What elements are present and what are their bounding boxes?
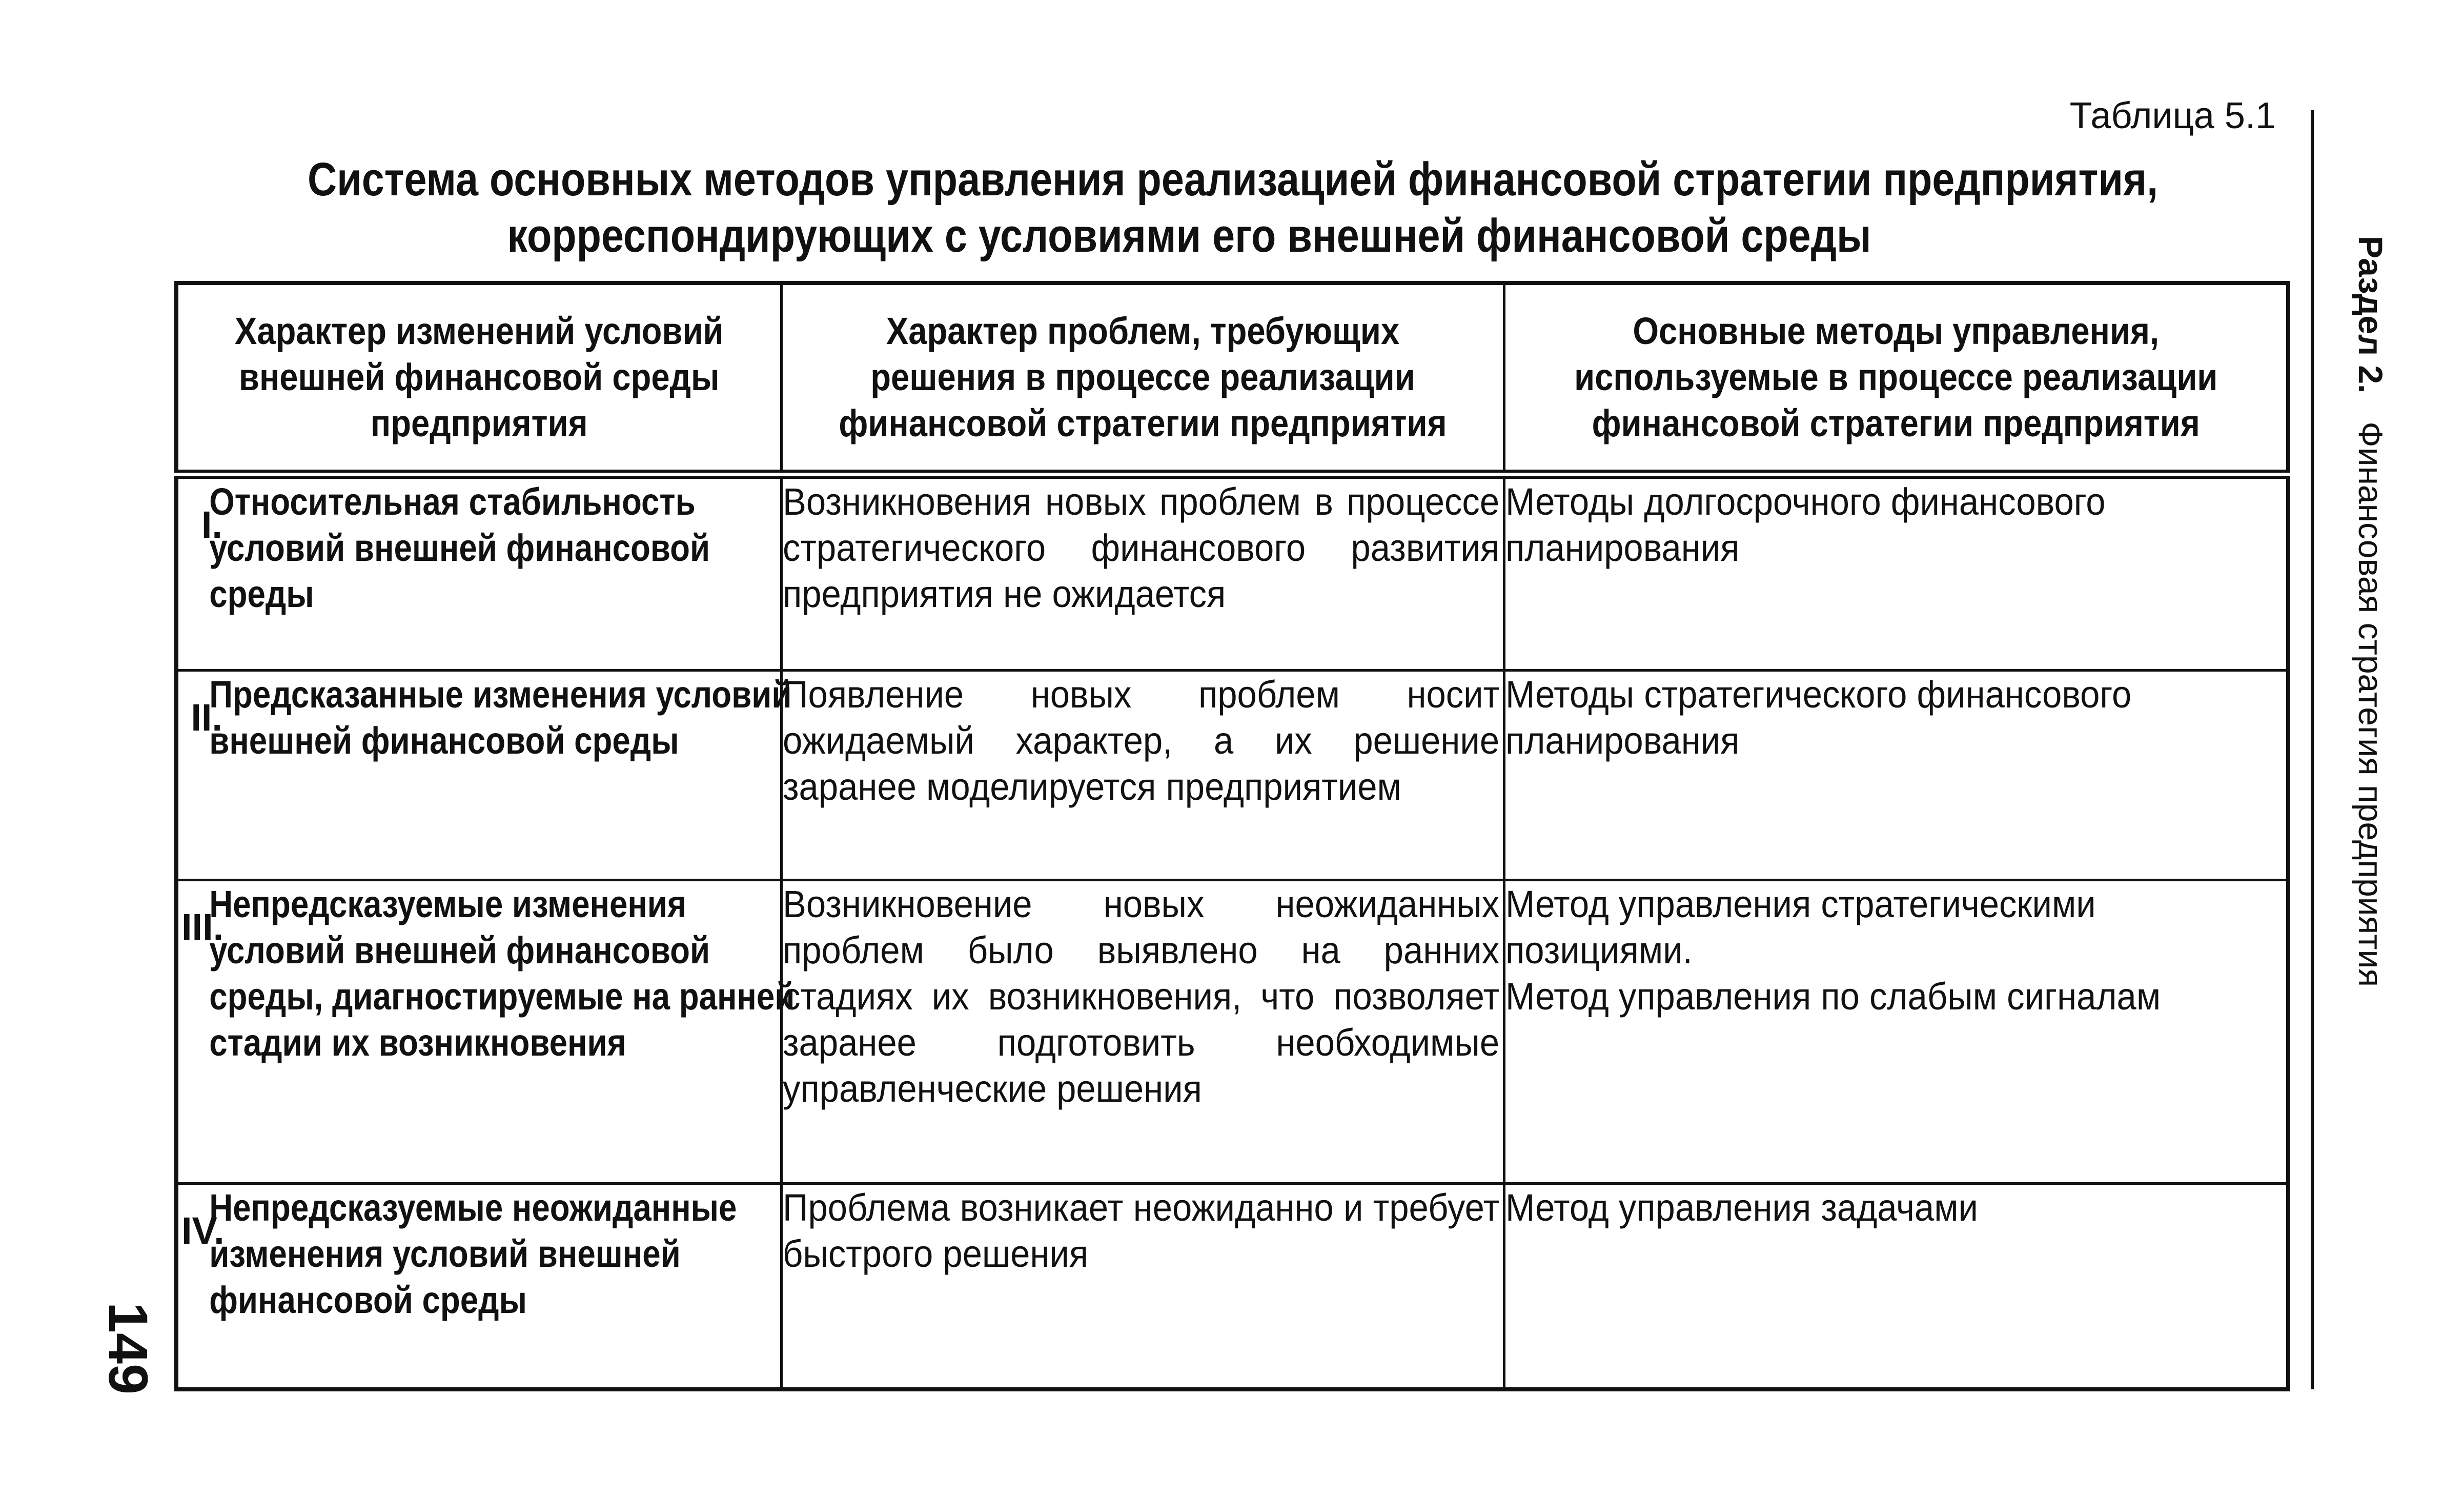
header-conditions: Характер изменений условий внешней финансовой среды предприятия [176, 283, 781, 474]
problem-cell [781, 474, 1504, 671]
method-text: Метод управления стратегическими позициями. [1505, 882, 2096, 972]
table-row [176, 880, 2288, 1183]
table-number-label: Таблица 5.1 [2069, 95, 2276, 136]
row-number: IV. [181, 1209, 225, 1252]
table-row [176, 671, 2288, 880]
table-header-row [176, 283, 2288, 474]
problem-cell [781, 671, 1504, 880]
problem-cell [781, 880, 1504, 1183]
problem-text: Проблема возникает неожиданно и требует быстрого решения [782, 1186, 1499, 1275]
method-cell [1504, 474, 2288, 671]
method-cell [1504, 880, 2288, 1183]
page-number: 149 [97, 1302, 159, 1395]
row-number: I. [201, 503, 222, 546]
problem-text: Возникновения новых проблем в процессе стратегического финансового развития предприятия не ожидается [782, 480, 1499, 615]
section-label: Раздел 2. [2352, 236, 2390, 394]
condition-text: Предсказанные изменения условий внешней финансовой среды [209, 673, 792, 762]
condition-text: Относительная стабильность условий внешней финансовой среды [209, 480, 710, 615]
method-text: Метод управления задачами [1505, 1186, 1978, 1229]
row-number: III. [181, 905, 224, 948]
problem-cell [781, 1183, 1504, 1389]
problem-text: Возникновение новых неожиданных проблем было выявлено на ранних стадиях их возникновения, что позволяет заранее подготовить необходимые управленческие решения [782, 882, 1499, 1110]
method-text: Метод управления по слабым сигналам [1505, 975, 2161, 1018]
chapter-label: Финансовая стратегия предприятия [2352, 421, 2390, 987]
header-methods: Основные методы управления, используемые в процессе реализации финансовой стратегии предприятия [1504, 283, 2288, 474]
header-problems: Характер проблем, требующих решения в процессе реализации финансовой стратегии предприятия [781, 283, 1504, 474]
methods-table [174, 281, 2290, 1391]
running-header [2350, 236, 2391, 1005]
method-cell [1504, 671, 2288, 880]
method-cell [1504, 1183, 2288, 1389]
condition-text: Непредсказуемые изменения условий внешней финансовой среды, диагностируемые на ранней стадии их возникновения [209, 882, 795, 1064]
method-text: Методы стратегического финансового планирования [1505, 673, 2131, 762]
condition-cell [176, 1183, 781, 1389]
table-title-line-2: корреспондирующих с условиями его внешней финансовой среды [507, 210, 1871, 262]
table-row [176, 1183, 2288, 1389]
table-title [308, 151, 2158, 264]
margin-rule [2311, 110, 2314, 1389]
condition-cell [176, 474, 781, 671]
row-number: II. [191, 696, 222, 739]
table-title-line-1: Система основных методов управления реализацией финансовой стратегии предприятия, [308, 153, 2158, 206]
problem-text: Появление новых проблем носит ожидаемый характер, а их решение заранее моделируется предприятием [782, 673, 1499, 808]
condition-text: Непредсказуемые неожиданные изменения условий внешней финансовой среды [209, 1186, 737, 1321]
table-row [176, 474, 2288, 671]
method-text: Методы долгосрочного финансового планирования [1505, 480, 2106, 569]
condition-cell [176, 671, 792, 880]
condition-cell [176, 880, 795, 1183]
